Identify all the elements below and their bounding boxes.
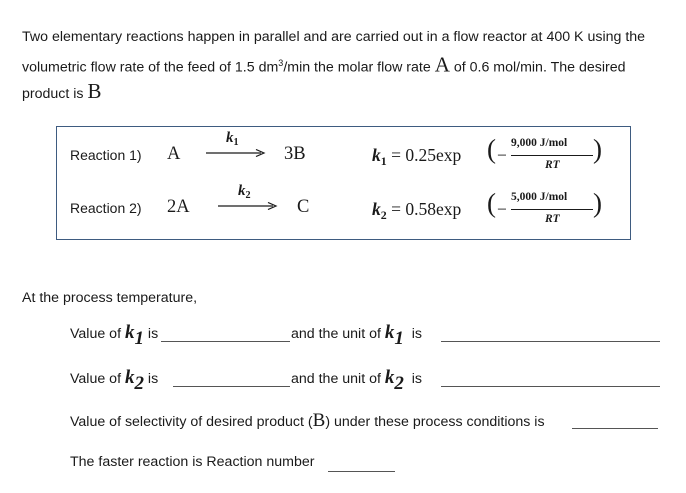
rate-2-k-sub: 2 [380,207,387,222]
q1-text-a: Value of [70,326,122,342]
problem-statement [22,24,672,107]
question-k2-value [70,367,159,394]
q1-text-d: is [411,326,423,342]
intro-line-1: Two elementary reactions happen in parallel and are carried out in a flow reactor at 400 K using the [22,29,646,45]
rate-2-fraction-bar [511,209,593,210]
rate-1-denominator: RT [545,159,560,171]
reaction-1-arrow-k [226,130,239,147]
question-k1-value [70,322,159,349]
reaction-2-arrow-k-sub: 2 [245,190,251,202]
rate-2-numerator: 5,000 J/mol [511,191,568,203]
rate-constant-2 [372,199,461,220]
reaction-2-arrow-k-letter: k [238,183,246,199]
q3-text-b: ) under these process conditions is [325,414,545,430]
q1-text-c: and the unit of [291,326,381,342]
rate-1-numerator: 9,000 J/mol [511,137,568,149]
rate-constant-1 [372,145,461,166]
q2-k: k [124,367,135,388]
intro-line-2 [22,50,672,81]
selectivity-blank[interactable] [572,428,658,429]
reaction-1-arrow-k-sub: 1 [233,137,239,149]
k1-unit-blank[interactable] [441,341,660,342]
right-arrow-icon [206,149,266,157]
reaction-2-arrow [218,183,278,213]
reaction-1-reactant: A [167,144,181,164]
q2-text-b: is [147,371,159,387]
k2-unit-blank[interactable] [441,386,660,387]
q2-text-d: is [411,371,423,387]
species-a: A [434,52,450,77]
q2-unit-k-sub: 2 [394,372,404,394]
rate-2-minus: − [497,199,507,219]
rate-1-close-paren: ) [593,134,602,164]
reaction-1-arrow [206,130,266,160]
k2-value-blank[interactable] [173,386,290,387]
question-selectivity [70,410,545,432]
reaction-2-product: C [297,197,310,217]
reaction-2-reactant: 2A [167,197,190,217]
reaction-1-product: 3B [284,144,306,164]
intro-line-2-text-a: volumetric flow rate of the feed of 1.5 dm [22,59,279,76]
unit-exponent: 3 [278,58,284,68]
rate-1-minus: − [497,145,507,165]
species-b: B [87,78,102,103]
reaction-1-label: Reaction 1) [70,147,142,163]
reaction-2-label: Reaction 2) [70,200,142,216]
q3-text-a: Value of selectivity of desired product ( [70,414,313,430]
question-k2-unit [291,367,423,394]
rate-2-open-paren: ( [487,188,496,218]
q2-text-c: and the unit of [291,371,381,387]
intro-line-2-text-c: of 0.6 mol/min. The desired [453,59,626,76]
q1-unit-k-sub: 1 [394,327,404,349]
faster-reaction-blank[interactable] [328,471,395,472]
right-arrow-icon [218,202,278,210]
reaction-2-arrow-k [238,183,251,200]
q1-k-sub: 1 [134,327,144,349]
q1-text-b: is [147,326,159,342]
rate-2-expression: = 0.58exp [391,199,462,219]
q2-text-a: Value of [70,371,122,387]
k1-value-blank[interactable] [161,341,290,342]
intro-line-3 [22,78,672,107]
q3-species: B [312,410,326,431]
temperature-header: At the process temperature, [22,290,198,306]
reaction-1-arrow-k-letter: k [226,130,234,146]
q2-k-sub: 2 [134,372,144,394]
question-k1-unit [291,322,423,349]
intro-line-2-text-b: /min the molar flow rate [283,59,431,76]
question-faster-reaction: The faster reaction is Reaction number [70,454,315,470]
rate-1-k-sub: 1 [380,153,387,168]
rate-1-k: k [372,145,381,165]
intro-line-3-text: product is [22,85,84,102]
rate-1-fraction-bar [511,155,593,156]
q1-k: k [124,322,135,343]
rate-2-denominator: RT [545,213,560,225]
rate-2-close-paren: ) [593,188,602,218]
q2-unit-k: k [384,367,395,388]
rate-1-open-paren: ( [487,134,496,164]
rate-2-k: k [372,199,381,219]
q1-unit-k: k [384,322,395,343]
rate-1-expression: = 0.25exp [391,145,462,165]
